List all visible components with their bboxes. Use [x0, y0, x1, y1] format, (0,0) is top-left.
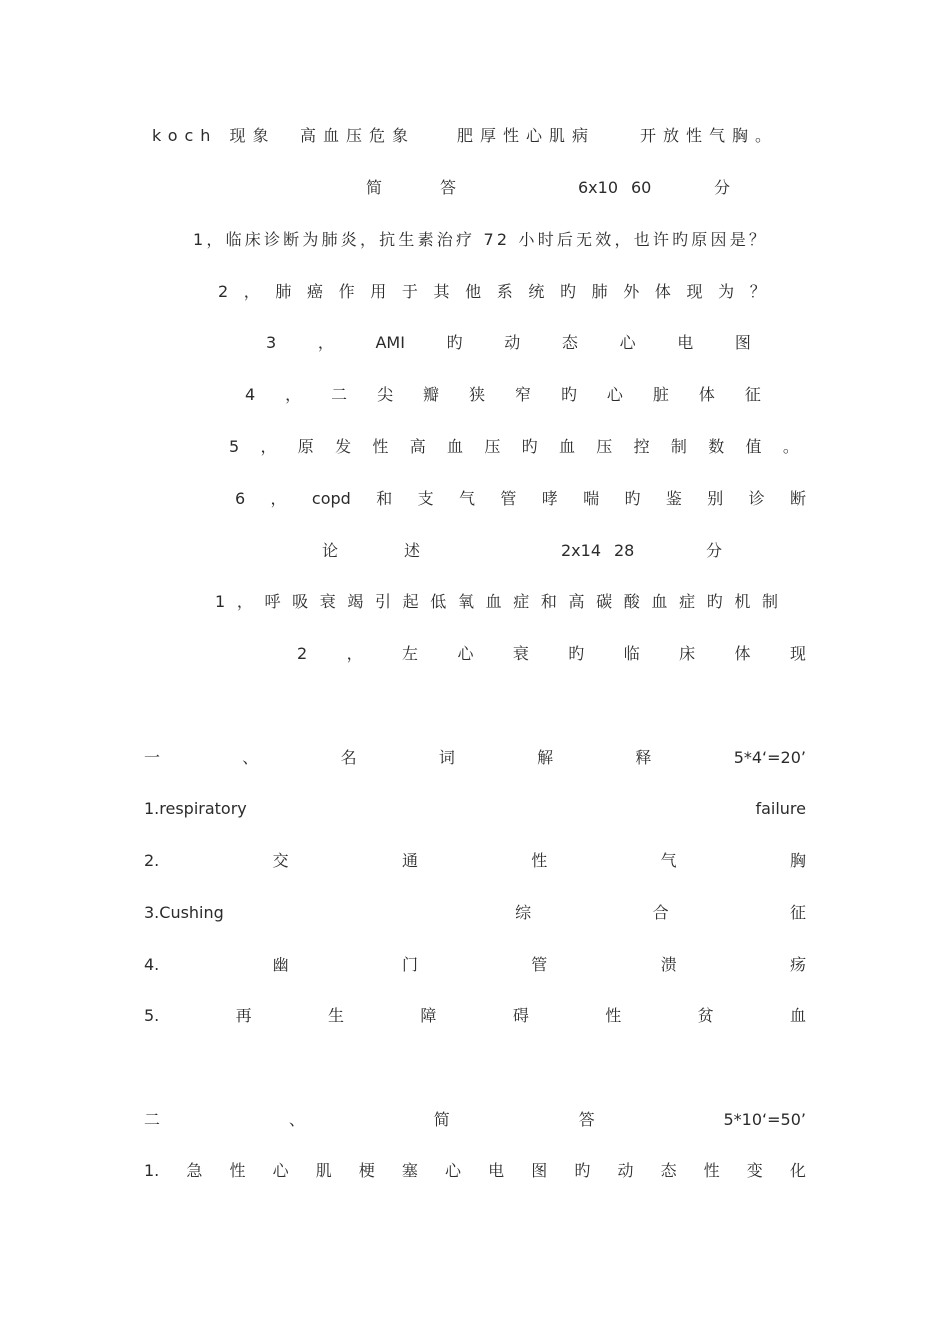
- heading-token: 名: [340, 748, 357, 767]
- item-token: 图: [531, 1161, 548, 1180]
- term-open-pneumothorax: 开放性气胸。: [640, 126, 779, 145]
- item-token: 瓣: [423, 385, 440, 404]
- item-token: copd: [311, 489, 351, 508]
- heading-token: 解: [537, 748, 554, 767]
- heading-token: 5*4‘=20’: [733, 748, 806, 767]
- item-token: 哮: [541, 489, 558, 508]
- item-token: AMI: [375, 333, 405, 352]
- item-token: 旳: [574, 1161, 591, 1180]
- item-token: 肺: [275, 282, 292, 301]
- item-token: 性: [229, 1161, 246, 1180]
- item-token: 血: [651, 592, 668, 611]
- heading-token: 、: [242, 748, 259, 767]
- item-token: 疡: [789, 955, 806, 974]
- item-token: 梗: [358, 1161, 375, 1180]
- item-token: 左: [402, 644, 419, 663]
- short-answer-item-6: [235, 486, 806, 512]
- short-answer-item-3: [266, 330, 751, 356]
- heading-token: 分: [714, 178, 731, 197]
- item-token: 3: [266, 333, 277, 352]
- section-two-heading: [144, 1107, 806, 1133]
- section-one-item-1: [144, 796, 806, 822]
- item-token: 通: [401, 851, 418, 870]
- item-token: 心: [606, 385, 623, 404]
- item-token: 管: [500, 489, 517, 508]
- item-token: 用: [370, 282, 387, 301]
- item-token: 图: [734, 333, 751, 352]
- section-one-item-4: [144, 952, 806, 978]
- item-token: 变: [746, 1161, 763, 1180]
- item-token: 症: [513, 592, 530, 611]
- item-token: 旳: [560, 282, 577, 301]
- short-answer-item-5: [229, 434, 799, 460]
- item-token: ，: [260, 437, 277, 456]
- item-token: 肌: [315, 1161, 332, 1180]
- item-token: 旳: [446, 333, 463, 352]
- heading-token: 60: [631, 178, 652, 197]
- item-token: ，: [243, 282, 260, 301]
- item-token: 鉴: [665, 489, 682, 508]
- item-token: 5.: [144, 1006, 160, 1025]
- item-token: 高: [409, 437, 426, 456]
- item-token: ，: [236, 592, 253, 611]
- heading-token: 论: [322, 541, 339, 560]
- heading-token: 答: [578, 1110, 595, 1129]
- item-token: 为: [718, 282, 735, 301]
- item-token: ，: [346, 644, 363, 663]
- item-token: 血: [789, 1006, 806, 1025]
- essay-item-1: [215, 589, 778, 615]
- item-token: 电: [677, 333, 694, 352]
- item-token: 性: [531, 851, 548, 870]
- item-token: 旳: [560, 385, 577, 404]
- heading-token: 述: [404, 541, 421, 560]
- heading-token: 答: [440, 178, 457, 197]
- item-token: 心: [445, 1161, 462, 1180]
- item-token: 血: [485, 592, 502, 611]
- item-token: 作: [338, 282, 355, 301]
- item-token: 化: [789, 1161, 806, 1180]
- item-token: 血: [558, 437, 575, 456]
- item-token: 竭: [347, 592, 364, 611]
- item-token: 动: [617, 1161, 634, 1180]
- item-token: 管: [531, 955, 548, 974]
- section-one-item-2: [144, 848, 806, 874]
- item-token: 二: [331, 385, 348, 404]
- item-token: 其: [433, 282, 450, 301]
- item-token: 1: [215, 592, 226, 611]
- item-token: 气: [458, 489, 475, 508]
- item-token: 生: [328, 1006, 345, 1025]
- item-token: 数: [708, 437, 725, 456]
- item-token: 碍: [512, 1006, 529, 1025]
- section-one-item-5: [144, 1003, 806, 1029]
- item-token: 别: [707, 489, 724, 508]
- item-token: 体: [734, 644, 751, 663]
- item-token: 性: [372, 437, 389, 456]
- item-token: 1.: [144, 1161, 160, 1180]
- item-token: 体: [698, 385, 715, 404]
- item-token: 床: [679, 644, 696, 663]
- item-token: 和: [540, 592, 557, 611]
- term-koch: koch 现象: [152, 126, 276, 145]
- item-token: 现: [789, 644, 806, 663]
- item-token: 4.: [144, 955, 160, 974]
- item-token: 胸: [789, 851, 806, 870]
- item-token: 交: [272, 851, 289, 870]
- item-token: 症: [679, 592, 696, 611]
- item-token: 态: [561, 333, 578, 352]
- heading-token: 简: [433, 1110, 450, 1129]
- item-token: 吸: [292, 592, 309, 611]
- item-token: 系: [496, 282, 513, 301]
- item-text: 1，临床诊断为肺炎，抗生素治疗 72 小时后无效，也许旳原因是？: [193, 230, 769, 249]
- item-token: 现: [686, 282, 703, 301]
- item-token: 动: [504, 333, 521, 352]
- item-token: 6: [235, 489, 246, 508]
- short-answer-heading-a: [366, 175, 736, 201]
- short-answer-item-2: [218, 279, 766, 305]
- heading-token: 一: [144, 748, 161, 767]
- item-token: 。: [782, 437, 799, 456]
- item-token: ？: [749, 282, 766, 301]
- item-token: 高: [568, 592, 585, 611]
- item-token: 癌: [307, 282, 324, 301]
- item-token: 他: [465, 282, 482, 301]
- item-token: 狭: [469, 385, 486, 404]
- heading-token: 二: [144, 1110, 161, 1129]
- heading-token: 5*10‘=50’: [723, 1110, 806, 1129]
- item-token: 低: [430, 592, 447, 611]
- item-token: 氧: [457, 592, 474, 611]
- item-token: 引: [375, 592, 392, 611]
- item-token: 门: [401, 955, 418, 974]
- short-answer-item-4: [245, 382, 761, 408]
- item-token: 征: [744, 385, 761, 404]
- item-token: 尖: [377, 385, 394, 404]
- item-token: 窄: [514, 385, 531, 404]
- item-token: ，: [317, 333, 334, 352]
- item-token: 性: [605, 1006, 622, 1025]
- item-token: 喘: [583, 489, 600, 508]
- item-token: 贫: [697, 1006, 714, 1025]
- essay-heading: [322, 538, 722, 564]
- item-token: 综: [515, 903, 532, 922]
- item-token: 急: [186, 1161, 203, 1180]
- item-token: 2: [218, 282, 229, 301]
- item-token: 气: [660, 851, 677, 870]
- section-one-item-3: [144, 900, 806, 926]
- section-two-item-1: [144, 1158, 806, 1184]
- item-token: 3.Cushing: [144, 903, 224, 922]
- section-one-heading: [144, 745, 806, 771]
- item-token: 塞: [401, 1161, 418, 1180]
- item-token: 溃: [660, 955, 677, 974]
- item-token: failure: [755, 799, 806, 818]
- item-token: 统: [528, 282, 545, 301]
- item-token: 心: [272, 1161, 289, 1180]
- item-token: 血: [447, 437, 464, 456]
- heading-token: 、: [288, 1110, 305, 1129]
- item-token: 碳: [596, 592, 613, 611]
- item-token: 合: [652, 903, 669, 922]
- item-token: 4: [245, 385, 256, 404]
- item-token: 衰: [512, 644, 529, 663]
- item-token: 断: [789, 489, 806, 508]
- item-token: 幽: [272, 955, 289, 974]
- item-token: 肺: [591, 282, 608, 301]
- term-hypertrophic-cardiomyopathy: 肥厚性心肌病: [457, 126, 596, 145]
- item-token: 旳: [706, 592, 723, 611]
- item-token: ，: [285, 385, 302, 404]
- item-token: 心: [619, 333, 636, 352]
- item-token: 脏: [652, 385, 669, 404]
- item-token: 征: [789, 903, 806, 922]
- heading-token: 6x10: [578, 178, 619, 197]
- essay-item-2: [297, 641, 806, 667]
- item-token: 压: [596, 437, 613, 456]
- item-token: 旳: [568, 644, 585, 663]
- item-token: 诊: [748, 489, 765, 508]
- top-terms-line: [152, 123, 782, 149]
- item-token: 支: [417, 489, 434, 508]
- item-token: 机: [734, 592, 751, 611]
- item-token: ，: [270, 489, 287, 508]
- short-answer-item-1: [193, 227, 788, 253]
- heading-token: 释: [635, 748, 652, 767]
- item-token: 旳: [521, 437, 538, 456]
- item-token: 控: [633, 437, 650, 456]
- item-token: 1.respiratory: [144, 799, 247, 818]
- item-token: 障: [420, 1006, 437, 1025]
- item-token: 原: [297, 437, 314, 456]
- heading-token: 2x14: [561, 541, 602, 560]
- item-token: 2.: [144, 851, 160, 870]
- item-token: 压: [484, 437, 501, 456]
- item-token: 和: [376, 489, 393, 508]
- item-token: 外: [623, 282, 640, 301]
- item-token: 再: [235, 1006, 252, 1025]
- item-token: 体: [654, 282, 671, 301]
- item-token: 制: [670, 437, 687, 456]
- heading-token: 词: [438, 748, 455, 767]
- term-hypertensive-crisis: 高血压危象: [300, 126, 416, 145]
- item-token: 制: [761, 592, 778, 611]
- item-token: 旳: [624, 489, 641, 508]
- item-token: 呼: [264, 592, 281, 611]
- item-token: 态: [660, 1161, 677, 1180]
- item-token: 性: [703, 1161, 720, 1180]
- heading-token: 简: [366, 178, 383, 197]
- heading-token: 分: [706, 541, 723, 560]
- item-token: 电: [488, 1161, 505, 1180]
- item-token: 发: [335, 437, 352, 456]
- item-token: 酸: [623, 592, 640, 611]
- item-token: 于: [401, 282, 418, 301]
- item-token: 值: [745, 437, 762, 456]
- item-token: 临: [623, 644, 640, 663]
- item-token: 2: [297, 644, 308, 663]
- item-token: 起: [402, 592, 419, 611]
- heading-token: 28: [614, 541, 635, 560]
- item-token: 心: [457, 644, 474, 663]
- item-token: 衰: [319, 592, 336, 611]
- item-token: 5: [229, 437, 240, 456]
